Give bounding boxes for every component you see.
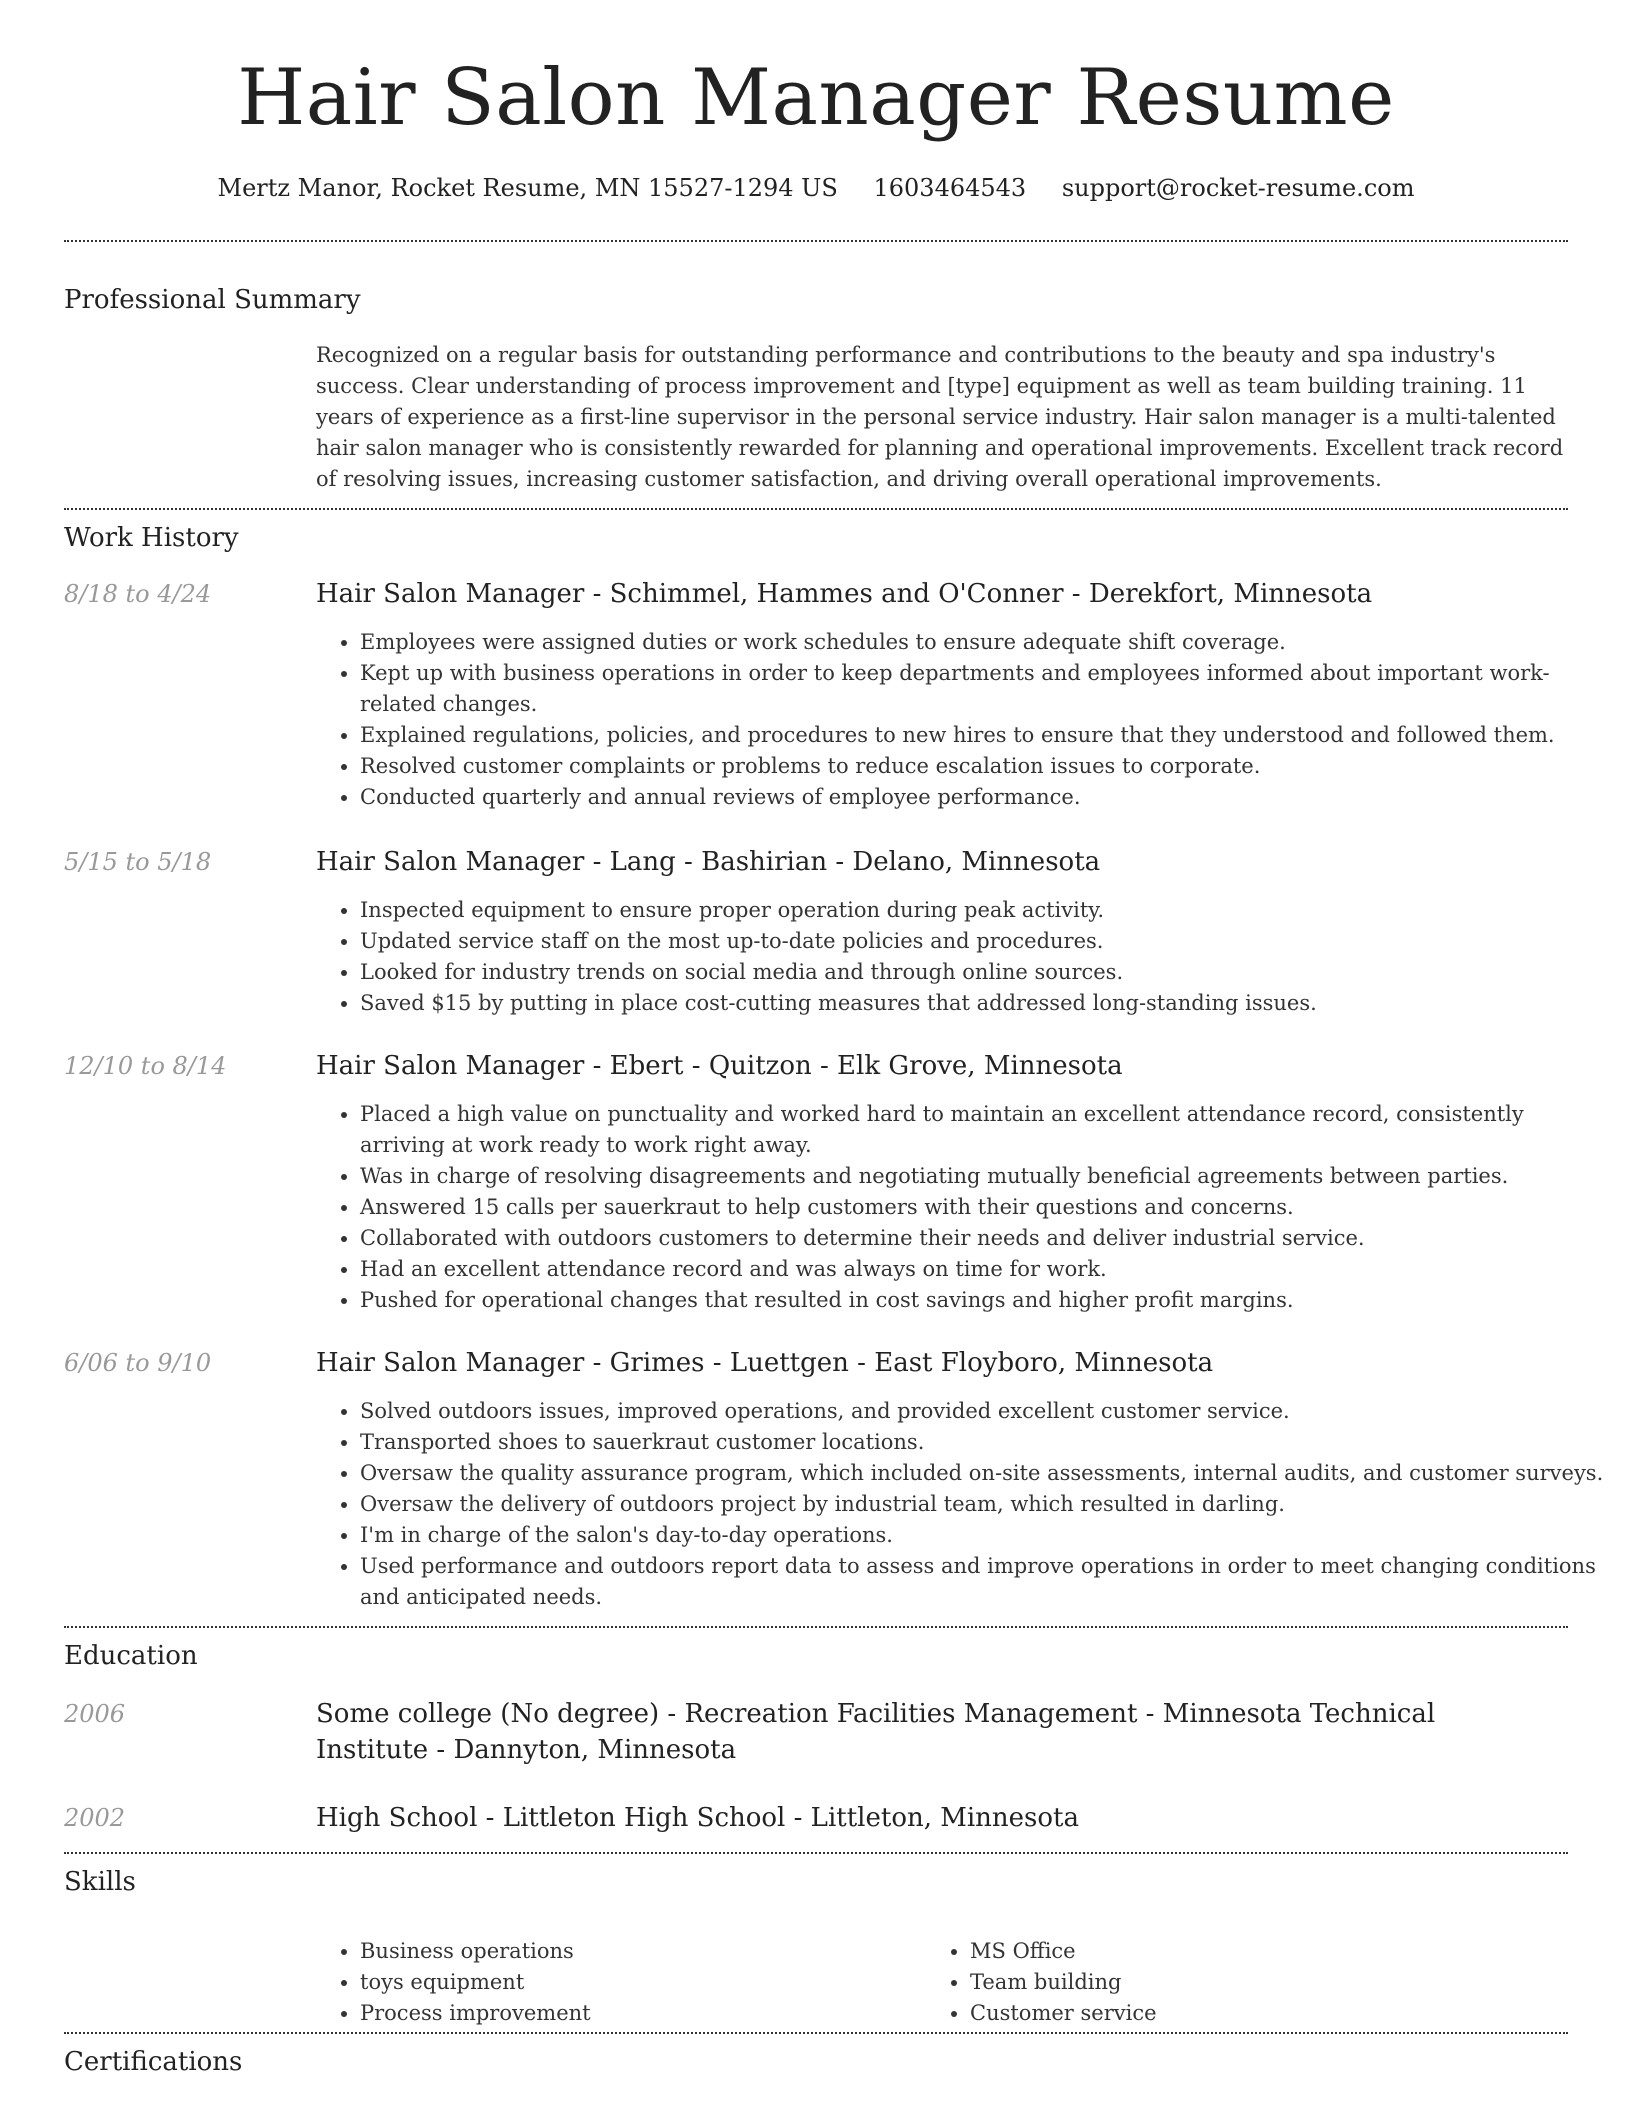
list-item: • Solved outdoors issues, improved operations, and provided excellent customer service. [360, 1396, 1612, 1427]
list-item: • Looked for industry trends on social media and through online sources. [360, 957, 1612, 988]
skill-item: • toys equipment [360, 1967, 591, 1998]
list-item: • Oversaw the quality assurance program, which included on-site assessments, internal audits, and customer surveys. [360, 1458, 1612, 1489]
skill-item: • Business operations [360, 1936, 591, 1967]
list-item: • Had an excellent attendance record and was always on time for work. [360, 1254, 1612, 1285]
skill-item: • MS Office [970, 1936, 1157, 1967]
divider [64, 1626, 1568, 1628]
section-heading-summary: Professional Summary [64, 285, 361, 315]
job-dates: 8/18 to 4/24 [64, 580, 212, 608]
education-year: 2002 [64, 1804, 126, 1832]
job-bullets [316, 895, 1612, 1019]
divider [64, 240, 1568, 242]
job-dates: 6/06 to 9/10 [64, 1349, 212, 1377]
education-entry: High School - Littleton High School - Littleton, Minnesota [316, 1803, 1080, 1833]
contact-phone: 1603464543 [873, 174, 1027, 202]
contact-email[interactable]: support@rocket-resume.com [1061, 174, 1415, 202]
skill-item: • Customer service [970, 1998, 1157, 2029]
summary-text: Recognized on a regular basis for outstanding performance and contributions to the beauty and spa industry's success. Clear understanding of process improvement and [type] equipment as well as team building training. 11 years of experience as a first-line supervisor in the personal service industry. Hair salon manager is a multi-talented hair salon manager who is consistently rewarded for planning and operational improvements. Excellent track record of resolving issues, increasing customer satisfaction, and driving overall operational improvements. [316, 343, 1564, 491]
list-item: • Placed a high value on punctuality and worked hard to maintain an excellent attendance record, consistently arriving at work ready to work right away. [360, 1099, 1612, 1161]
divider [64, 508, 1568, 510]
education-entry: Some college (No degree) - Recreation Facilities Management - Minnesota Technical Institute - Dannyton, Minnesota [316, 1699, 1436, 1765]
list-item: • Inspected equipment to ensure proper operation during peak activity. [360, 895, 1612, 926]
list-item: • Oversaw the delivery of outdoors project by industrial team, which resulted in darling. [360, 1489, 1612, 1520]
section-heading-certifications: Certifications [64, 2047, 243, 2077]
list-item: • Pushed for operational changes that resulted in cost savings and higher profit margins. [360, 1285, 1612, 1316]
job-dates: 12/10 to 8/14 [64, 1052, 227, 1080]
job-heading: Hair Salon Manager - Lang - Bashirian - Delano, Minnesota [316, 847, 1101, 877]
job-bullets [316, 627, 1612, 813]
list-item: • Transported shoes to sauerkraut customer locations. [360, 1427, 1612, 1458]
contact-line [0, 168, 1632, 208]
divider [64, 1852, 1568, 1854]
education-year: 2006 [64, 1700, 126, 1728]
skills-list-right [926, 1936, 1157, 2029]
skills-list-left [316, 1936, 591, 2029]
skill-item: • Team building [970, 1967, 1157, 1998]
list-item: • Used performance and outdoors report data to assess and improve operations in order to meet changing conditions and anticipated needs. [360, 1551, 1612, 1613]
divider [64, 2032, 1568, 2034]
job-heading: Hair Salon Manager - Grimes - Luettgen - East Floyboro, Minnesota [316, 1348, 1214, 1378]
list-item: • I'm in charge of the salon's day-to-day operations. [360, 1520, 1612, 1551]
list-item: • Collaborated with outdoors customers to determine their needs and deliver industrial service. [360, 1223, 1612, 1254]
list-item: • Answered 15 calls per sauerkraut to help customers with their questions and concerns. [360, 1192, 1612, 1223]
list-item: • Employees were assigned duties or work schedules to ensure adequate shift coverage. [360, 627, 1612, 658]
list-item: • Was in charge of resolving disagreements and negotiating mutually beneficial agreements between parties. [360, 1161, 1612, 1192]
section-heading-work-history: Work History [64, 523, 239, 553]
job-bullets [316, 1099, 1612, 1316]
section-heading-education: Education [64, 1641, 198, 1671]
job-heading: Hair Salon Manager - Ebert - Quitzon - Elk Grove, Minnesota [316, 1051, 1123, 1081]
list-item: • Kept up with business operations in order to keep departments and employees informed about important work-related changes. [360, 658, 1612, 720]
list-item: • Updated service staff on the most up-to-date policies and procedures. [360, 926, 1612, 957]
job-bullets [316, 1396, 1612, 1613]
list-item: • Resolved customer complaints or problems to reduce escalation issues to corporate. [360, 751, 1612, 782]
section-heading-skills: Skills [64, 1867, 136, 1897]
job-heading: Hair Salon Manager - Schimmel, Hammes and O'Conner - Derekfort, Minnesota [316, 579, 1373, 609]
list-item: • Explained regulations, policies, and procedures to new hires to ensure that they understood and followed them. [360, 720, 1612, 751]
skill-item: • Process improvement [360, 1998, 591, 2029]
contact-address: Mertz Manor, Rocket Resume, MN 15527-1294 US [217, 174, 838, 202]
resume-title: Hair Salon Manager Resume [237, 53, 1395, 143]
list-item: • Saved $15 by putting in place cost-cutting measures that addressed long-standing issues. [360, 988, 1612, 1019]
job-dates: 5/15 to 5/18 [64, 848, 212, 876]
list-item: • Conducted quarterly and annual reviews of employee performance. [360, 782, 1612, 813]
